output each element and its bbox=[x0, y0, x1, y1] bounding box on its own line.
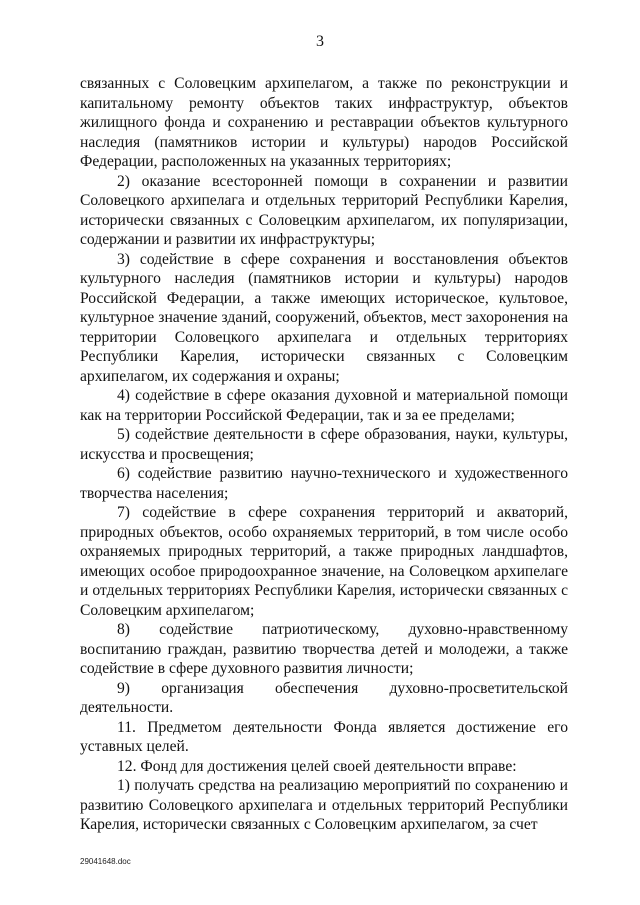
list-item-5: 5) содействие деятельности в сфере образования, науки, культуры, искусства и просвещения; bbox=[80, 426, 568, 463]
page-number: 3 bbox=[316, 33, 324, 50]
list-item-7: 7) содействие в сфере сохранения территорий и акваторий, природных объектов, особо охраняемых территорий, в том числе особо охраняемых природных территорий, а также природных ландшафтов, имеющих особое природоохранное значение, на Соловецком архипелаге и отдельных территориях Республики Карелия, исторически связанных с Соловецким архипелагом; bbox=[80, 504, 568, 619]
clause-11: 11. Предметом деятельности Фонда является достижение его уставных целей. bbox=[80, 718, 568, 755]
list-item-4: 4) содействие в сфере оказания духовной и материальной помощи как на территории Российской Федерации, так и за ее пределами; bbox=[80, 387, 568, 424]
list-item-3: 3) содействие в сфере сохранения и восстановления объектов культурного наследия (памятников истории и культуры) народов Российской Федерации, а также имеющих историческое, культовое, культурное значение зданий, сооружений, объектов, мест захоронения на территории Соловецкого архипелага и отдельных территориях Республики Карелия, исторически связанных с Соловецким архипелагом, их содержания и охраны; bbox=[80, 250, 568, 385]
clause-12: 12. Фонд для достижения целей своей деятельности вправе: bbox=[117, 757, 517, 775]
list-item-2: 2) оказание всесторонней помощи в сохранении и развитии Соловецкого архипелага и отдельных территорий Республики Карелия, исторически связанных с Соловецким архипелагом, их популяризации, содержании и развитии их инфраструктуры; bbox=[80, 172, 568, 248]
list-item-6: 6) содействие развитию научно-технического и художественного творчества населения; bbox=[80, 465, 568, 502]
document-body bbox=[80, 74, 568, 835]
list-item-8: 8) содействие патриотическому, духовно-нравственному воспитанию граждан, развитию творчества детей и молодежи, а также содействие в сфере духовного развития личности; bbox=[80, 621, 568, 677]
paragraph-continuation: связанных с Соловецким архипелагом, а также по реконструкции и капитальному ремонту объектов таких инфраструктур, объектов жилищного фонда и сохранению и реставрации объектов культурного наследия (памятников истории и культуры) народов Российской Федерации, расположенных на указанных территориях; bbox=[80, 75, 568, 170]
document-code: 29041648.doc bbox=[80, 857, 131, 866]
list-item-9: 9) организация обеспечения духовно-просветительской деятельности. bbox=[80, 679, 568, 716]
clause-12-item-1: 1) получать средства на реализацию мероприятий по сохранению и развитию Соловецкого архипелага и отдельных территорий Республики Карелия, исторически связанных с Соловецким архипелагом, за счет bbox=[80, 777, 568, 833]
